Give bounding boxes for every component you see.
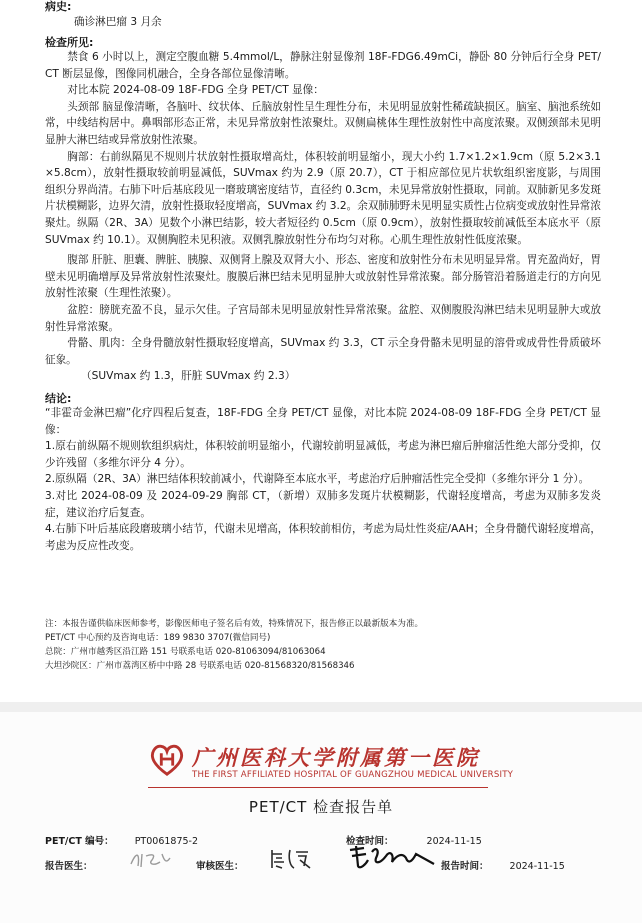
findings-paragraph: 骨骼、肌肉：全身骨髓放射性摄取轻度增高，SUVmax 约 3.3，CT 示全身骨骼未见明显的溶骨或成骨性骨质破坏征象。 [45,337,601,366]
datansha-campus-note: 大坦沙院区：广州市荔湾区桥中中路 28 号联系电话 020-81568320/81568346 [45,661,355,671]
history-label: 病史: [45,0,72,13]
header-divider [148,787,488,788]
history-text: 确诊淋巴瘤 3 月余 [74,16,162,28]
reviewer-signature-scrawl [346,842,438,874]
exam-time-label: 检查时间： [346,836,394,847]
contact-phone-note: PET/CT 中心预约及咨询电话：189 9830 3707(微信同号) [45,633,271,643]
hospital-logo-block [148,740,514,782]
conclusion-body [45,405,601,554]
findings-label: 检查所见: [45,36,94,49]
reviewer-field [196,858,244,872]
report-doctor-field [45,858,93,872]
exam-id-field [45,833,198,847]
findings-paragraph: 胸部：右前纵隔见不规则片状放射性摄取增高灶，体积较前明显缩小，现大小约 1.7×1.2×1.9cm（原 5.2×3.1×5.8cm），放射性摄取较前明显减低，SUVmax 约为 2.9（原 20.7），CT 于相应部位见片状软组织密度影，与周围组织分界尚清。右肺下叶后基底段见一磨玻璃密度结节，直径约 0.3cm，未见异常放射性摄取，同前。双肺新见多发斑片状模糊影，边界欠清，放射性摄取轻度增高，SUVmax 约 3.2。余双肺肺野未见明显实质性占位病变或放射性异常浓聚灶。纵隔（2R、3A）见数个小淋巴结影，较大者短径约 0.5cm（原 0.9cm），放射性摄取较前减低至本底水平（原 SUVmax 约 10.1）。双侧胸腔未见积液。双侧乳腺放射性分布均匀对称。心肌生理性放射性低度浓聚。 [45,150,601,246]
report-time-label: 报告时间： [441,861,489,872]
page-gap [0,702,642,712]
report-title: PET/CT 检查报告单 [248,798,394,816]
exam-time-value: 2024-11-15 [426,836,482,847]
findings-paragraph: 禁食 6 小时以上，测定空腹血糖 5.4mmol/L，静脉注射显像剂 18F-FDG6.49mCi，静卧 80 分钟后行全身 PET/CT 断层显像，图像同机融合，全身各部位显像清晰。 [45,51,601,80]
conclusion-label: 结论: [45,392,72,405]
findings-paragraph: 头颈部 脑显像清晰，各脑叶、纹状体、丘脑放射性呈生理性分布，未见明显放射性稀疏缺损区。脑室、脑池系统如常，中线结构居中。鼻咽部形态正常，未见异常放射性浓聚灶。双侧扁桃体生理性放射性中高度浓聚。双侧颈部未见明显肿大淋巴结或异常放射性浓聚。 [45,100,601,146]
main-campus-note: 总院：广州市越秀区沿江路 151 号联系电话 020-81063094/81063064 [45,647,326,657]
exam-id-value: PT0061875-2 [134,836,199,847]
conclusion-item: 2.原纵隔（2R、3A）淋巴结体积较前减小，代谢降至本底水平，考虑治疗后肿瘤活性完全受抑（多维尔评分 1 分）。 [45,473,590,486]
reviewer-label: 审核医生： [196,861,244,872]
hospital-name-english: THE FIRST AFFILIATED HOSPITAL OF GUANGZHOU MEDICAL UNIVERSITY [192,770,514,780]
hospital-emblem-icon [148,740,186,778]
disclaimer-note: 注：本报告谨供临床医师参考，影像医师电子签名后有效，特殊情况下，报告修正以最新版本为准。 [45,619,424,629]
report-time-field [441,858,565,872]
report-doctor-label: 报告医生： [45,861,93,872]
reviewer-signature [268,846,316,872]
report-notes [45,617,601,673]
hospital-name-chinese: 广州医科大学附属第一医院 [192,745,480,770]
report-time-value: 2024-11-15 [509,861,565,872]
report-doctor-signature [128,848,174,870]
findings-paragraph: （SUVmax 约 1.3，肝脏 SUVmax 约 2.3） [81,370,296,383]
conclusion-item: 1.原右前纵隔不规则软组织病灶，体积较前明显缩小，代谢较前明显减低，考虑为淋巴瘤后肿瘤活性绝大部分受抑，仅少许残留（多维尔评分 4 分）。 [45,440,601,469]
findings-paragraph: 腹部 肝脏、胆囊、脾脏、胰腺、双侧肾上腺及双肾大小、形态、密度和放射性分布未见明显异常。胃充盈尚好，胃壁未见明确增厚及异常放射性浓聚灶。腹膜后淋巴结未见明显肿大或放射性异常浓聚。部分肠管沿着肠道走行的方向见放射性浓聚（生理性浓聚）。 [45,254,601,300]
exam-id-label: PET/CT 编号： [45,836,114,847]
findings-paragraph: 对比本院 2024-08-09 18F-FDG 全身 PET/CT 显像： [67,84,324,97]
conclusion-item: 3.对比 2024-08-09 及 2024-09-29 胸部 CT，（新增）双肺多发斑片状模糊影，代谢轻度增高，考虑为双肺多发炎症，建议治疗后复查。 [45,489,601,519]
conclusion-item: 4.右肺下叶后基底段磨玻璃小结节，代谢未见增高，体积较前相仿，考虑为局灶性炎症/AAH；全身骨髓代谢轻度增高，考虑为反应性改变。 [45,523,601,552]
findings-paragraph: 盆腔：膀胱充盈不良，显示欠佳。子宫局部未见明显放射性异常浓聚。盆腔、双侧腹股沟淋巴结未见明显肿大或放射性异常浓聚。 [45,303,601,333]
findings-body [45,49,601,385]
conclusion-intro: “非霍奇金淋巴瘤”化疗四程后复查，18F-FDG 全身 PET/CT 显像，对比本院 2024-08-09 18F-FDG 全身 PET/CT 显像： [45,407,601,436]
